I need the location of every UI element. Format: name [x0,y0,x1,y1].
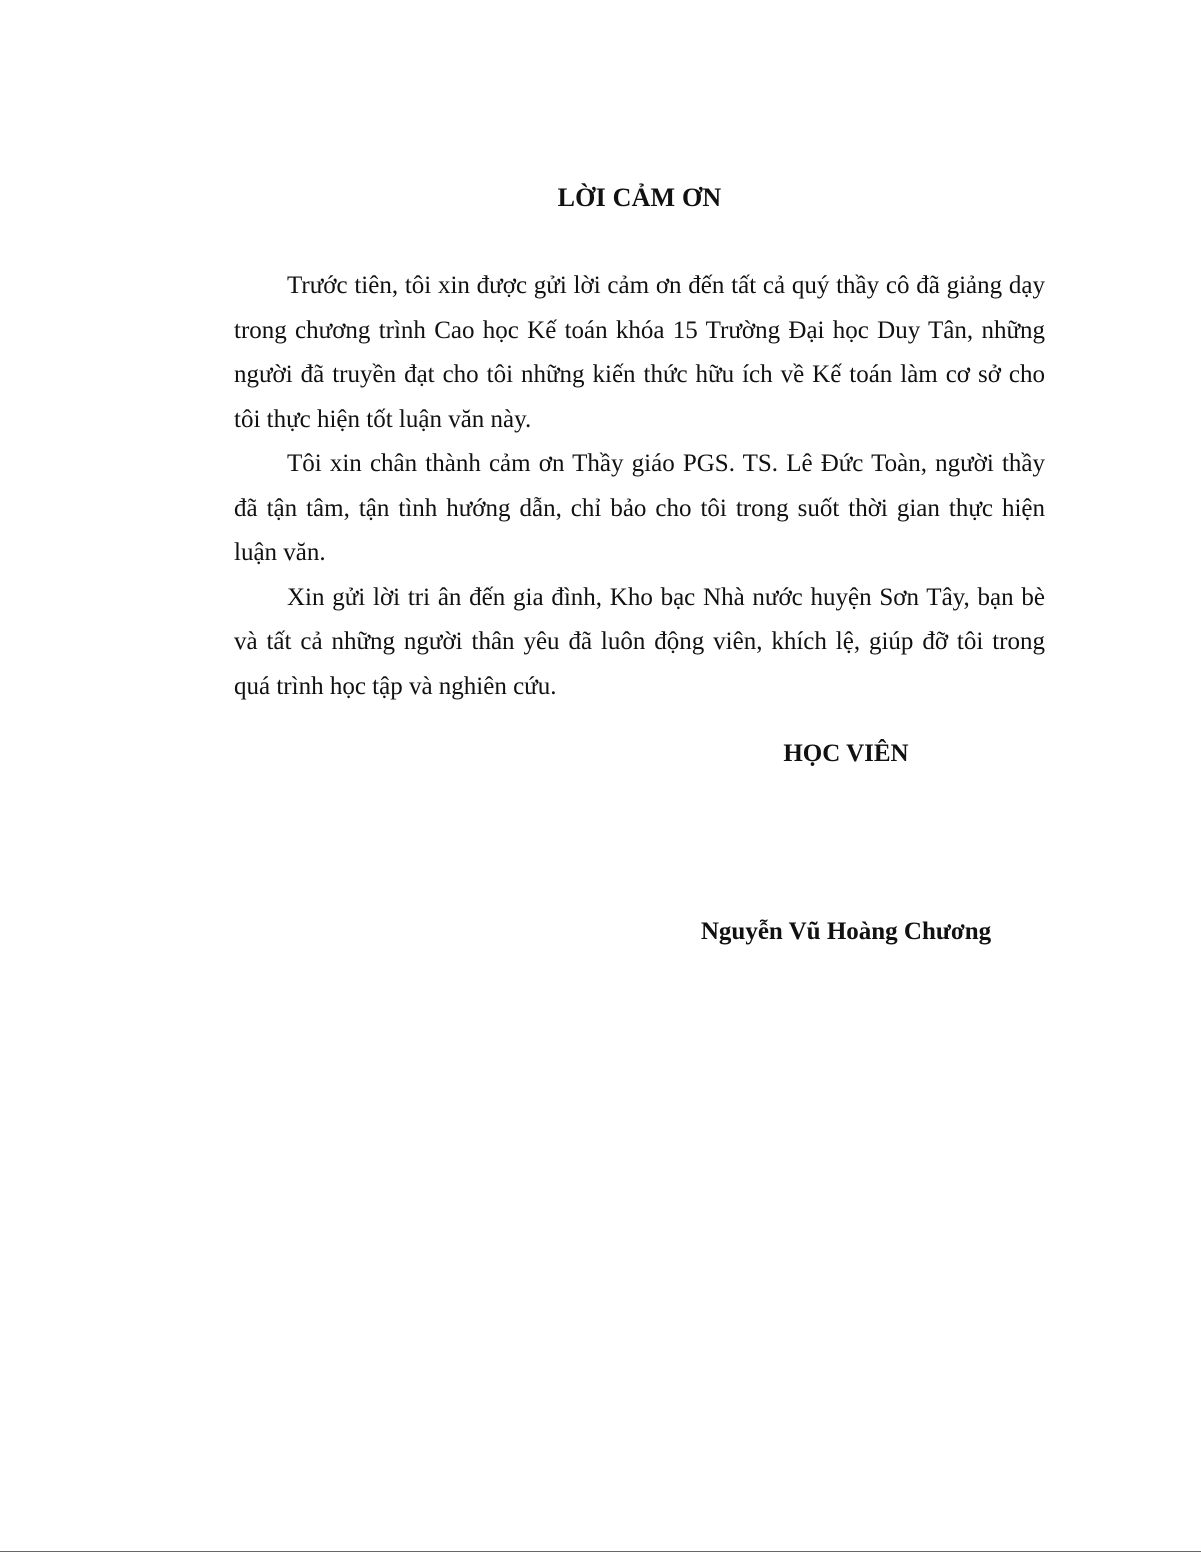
paragraph: Trước tiên, tôi xin được gửi lời cảm ơn đến tất cả quý thầy cô đã giảng dạy trong chương trình Cao học Kế toán khóa 15 Trường Đại học Duy Tân, những người đã truyền đạt cho tôi những kiến thức hữu ích về Kế toán làm cơ sở cho tôi thực hiện tốt luận văn này. [234,272,1045,433]
signature-name: Nguyễn Vũ Hoàng Chương [700,918,992,945]
signature-role: HỌC VIÊN [783,740,909,767]
page-bottom-rule [0,1551,1201,1552]
acknowledgement-body [234,264,1045,709]
page-title: LỜI CẢM ƠN [557,183,722,212]
paragraph: Xin gửi lời tri ân đến gia đình, Kho bạc Nhà nước huyện Sơn Tây, bạn bè và tất cả những người thân yêu đã luôn động viên, khích lệ, giúp đỡ tôi trong quá trình học tập và nghiên cứu. [234,583,1045,700]
paragraph: Tôi xin chân thành cảm ơn Thầy giáo PGS. TS. Lê Đức Toàn, người thầy đã tận tâm, tận tình hướng dẫn, chỉ bảo cho tôi trong suốt thời gian thực hiện luận văn. [234,450,1045,566]
